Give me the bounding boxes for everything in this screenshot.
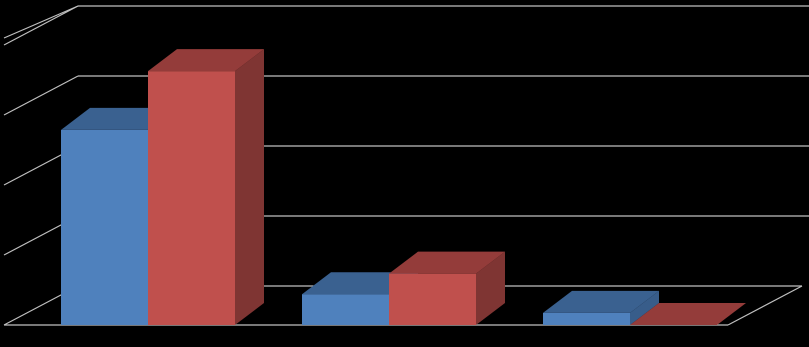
bar-c0-s0 <box>61 130 148 325</box>
bar-c1-s0 <box>302 294 389 325</box>
gridline-top-edge <box>4 6 78 38</box>
bar-c0-s1 <box>148 71 235 325</box>
gridline-side-3 <box>4 76 78 115</box>
bar-side-c0-s1 <box>235 49 264 325</box>
bar-c2-s0 <box>543 313 630 325</box>
gridline-side-4 <box>4 6 78 45</box>
bar-c1-s1 <box>389 274 476 325</box>
